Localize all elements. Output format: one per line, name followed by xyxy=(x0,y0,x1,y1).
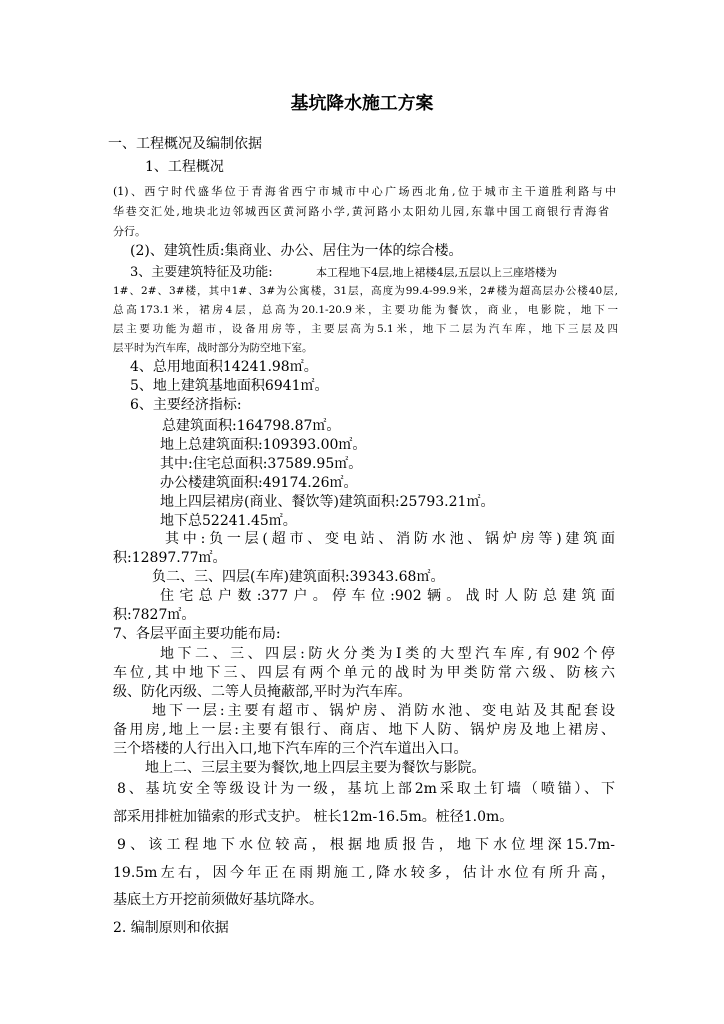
paragraph-line: 9、该工程地下水位较高，根据地质报告，地下水位埋深15.7m- xyxy=(117,837,615,853)
paragraph-line: 备用房,地上一层:主要有银行、商店、地下人防、锅炉房及地上裙房、 xyxy=(113,722,615,738)
indicator-line: 地下总52241.45㎡。 xyxy=(160,513,297,529)
document-title: 基坑降水施工方案 xyxy=(290,93,434,114)
indicator-line: 地上总建筑面积:109393.00㎡。 xyxy=(160,437,367,453)
paragraph-line: 4、总用地面积14241.98㎡。 xyxy=(130,359,318,375)
paragraph-line: 分行。 xyxy=(113,225,146,238)
paragraph-line: 1#、2#、3#楼，其中1#、3#为公寓楼，31层，高度为99.4-99.9米，2#楼为超高层办公楼40层, xyxy=(113,285,618,297)
paragraph-line: 地上二、三层主要为餐饮,地上四层主要为餐饮与影院。 xyxy=(145,760,486,776)
paragraph-line: 层平时为汽车库，战时部分为防空地下室。 xyxy=(113,342,313,354)
indicator-line: 总建筑面积:164798.87㎡。 xyxy=(162,418,341,434)
paragraph-line: 积:7827㎡。 xyxy=(113,607,196,623)
paragraph-line: 级、防化丙级、二等人员掩蔽部,平时为汽车库。 xyxy=(113,684,412,700)
paragraph-line: 部采用排桩加锚索的形式支护。 桩长12m-16.5m。桩径1.0m。 xyxy=(113,809,514,825)
paragraph-line: 车位,其中地下三、四层有两个单元的战时为甲类防常六级、防核六 xyxy=(113,665,615,681)
paragraph-line: 8、基坑安全等级设计为一级，基坑上部2m采取土钉墙（喷锚）、下 xyxy=(117,781,615,797)
paragraph-line: 华巷交汇处,地块北边邻城西区黄河路小学,黄河路小太阳幼儿园,东靠中国工商银行青海省 xyxy=(113,205,609,218)
indicator-line: 地上四层裙房(商业、餐饮等)建筑面积:25793.21㎡。 xyxy=(160,494,495,510)
paragraph-line: 基底土方开挖前须做好基坑降水。 xyxy=(113,892,323,908)
paragraph-line: (1)、西宁时代盛华位于青海省西宁市城市中心广场西北角,位于城市主干道胜利路与中 xyxy=(113,185,616,198)
paragraph-line: 积:12897.77㎡。 xyxy=(113,550,227,566)
paragraph-line: 地下一层:主要有超市、锅炉房、消防水池、变电站及其配套设 xyxy=(152,703,615,719)
paragraph-line: 6、主要经济指标: xyxy=(130,397,242,413)
paragraph-line: 7、各层平面主要功能布局: xyxy=(113,626,281,642)
paragraph-line: 其中:负一层(超市、变电站、消防水池、锅炉房等)建筑面 xyxy=(165,531,615,547)
indicator-line: 办公楼建筑面积:49174.26㎡。 xyxy=(160,475,358,491)
paragraph-line: 5、地上建筑基地面积6941㎡。 xyxy=(130,378,329,394)
paragraph-line: 总高173.1米，裙房4层，总高为20.1-20.9米，主要功能为餐饮，商业，电影院，地下一 xyxy=(113,304,618,316)
paragraph-line: 地下二、三、四层:防火分类为Ⅰ类的大型汽车库,有902个停 xyxy=(160,646,615,662)
indicator-line: 其中:住宅总面积:37589.95㎡。 xyxy=(160,456,363,472)
paragraph-line: 3、主要建筑特征及功能: xyxy=(130,265,273,280)
subsection-heading: 1、工程概况 xyxy=(145,159,224,175)
section-heading: 一、工程概况及编制依据 xyxy=(108,136,262,152)
paragraph-line: 三个塔楼的人行出入口,地下汽车库的三个汽车道出入口。 xyxy=(113,741,468,757)
paragraph-line: 层主要功能为超市，设备用房等，主要层高为5.1米，地下二层为汽车库，地下三层及四 xyxy=(113,323,618,335)
paragraph-line: 负二、三、四层(车库)建筑面积:39343.68㎡。 xyxy=(152,569,445,585)
paragraph-line: (2)、建筑性质:集商业、办公、居住为一体的综合楼。 xyxy=(130,243,463,259)
paragraph-line: 住宅总户数:377户。停车位:902辆。战时人防总建筑面 xyxy=(160,588,615,604)
paragraph-line: 本工程地下4层,地上裙楼4层,五层以上三座塔楼为 xyxy=(316,266,557,279)
paragraph-line: 19.5m左右，因今年正在雨期施工,降水较多，估计水位有所升高， xyxy=(113,865,615,881)
section-heading: 2. 编制原则和依据 xyxy=(113,920,229,936)
